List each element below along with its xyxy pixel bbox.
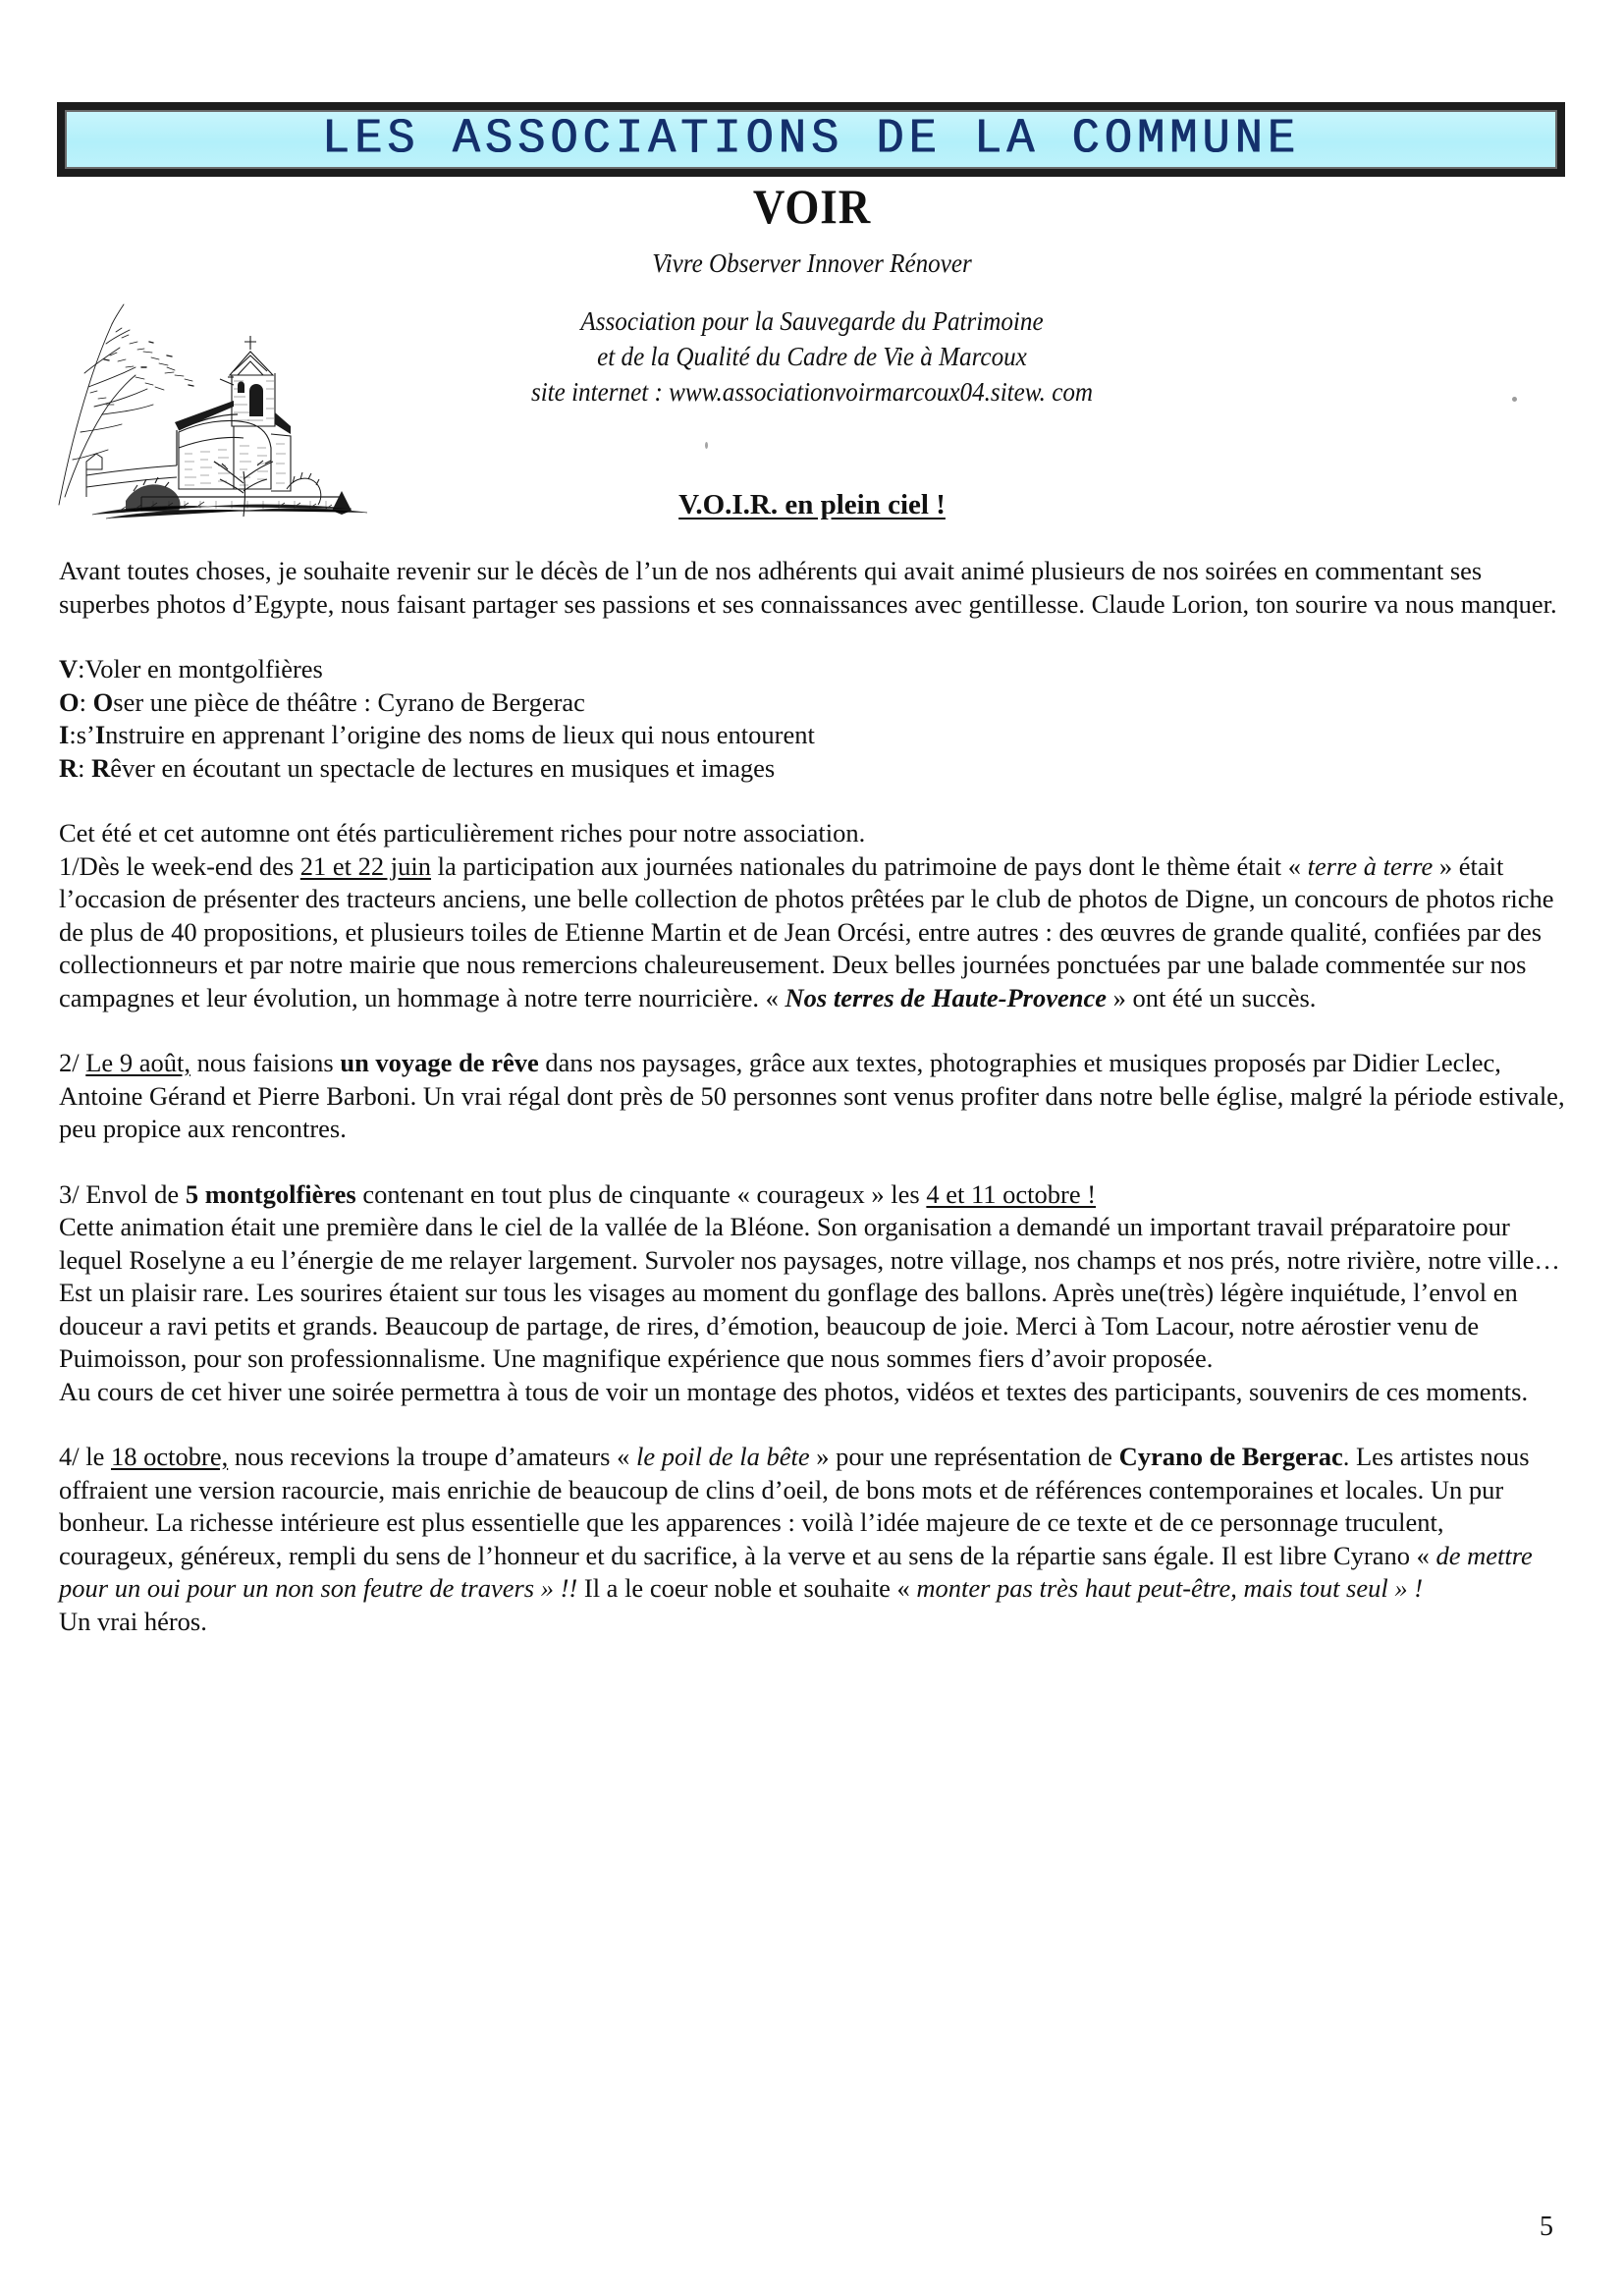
acrostic-letter-i: I — [59, 720, 70, 749]
acrostic-sep-i: :s’ — [69, 720, 95, 749]
item1-prefix: 1/Dès le week-end des — [59, 850, 300, 881]
acrostic-letter-o: O — [59, 686, 80, 717]
section-heading-text: V.O.I.R. en plein ciel ! — [678, 489, 946, 520]
item1-part-a: la participation aux journées nationales du patrimoine de pays dont le thème était « — [431, 850, 1308, 881]
association-title: VOIR — [752, 179, 872, 234]
acrostic-bold-r: R — [91, 752, 111, 783]
item1-exhibition-title: Nos terres de Haute-Provence — [785, 982, 1108, 1012]
acrostic-rest-i: nstruire en apprenant l’origine des noms de lieux qui nous entourent — [105, 720, 815, 749]
item4-quote-1: de mettre pour un oui pour un non son feutre de travers » !! — [59, 1540, 1533, 1603]
paragraph-item-3-closing: Au cours de cet hiver une soirée permettra à tous de voir un montage des photos, vidéos et textes des participants, souvenirs de ces moments. — [59, 1376, 1529, 1406]
article-body — [59, 555, 1565, 1638]
association-description — [57, 304, 1567, 410]
item4-part-d: Il a le coeur noble et souhaite « — [577, 1573, 917, 1603]
association-website-line: site internet : www.associationvoirmarcoux04.sitew. com — [530, 376, 1094, 407]
acrostic-bold-i: I — [94, 720, 106, 749]
acrostic-letter-v: V — [59, 654, 79, 683]
acrostic-text-v: :Voler en montgolfières — [78, 654, 323, 683]
association-description-line-1: Association pour la Sauvegarde du Patrimoine — [580, 306, 1044, 336]
item4-date: 18 octobre, — [111, 1442, 229, 1471]
acrostic-rest-o: ser une pièce de théâtre : Cyrano de Bergerac — [113, 686, 585, 717]
item2-prefix: 2/ — [59, 1048, 86, 1077]
acrostic-rest-r: êver en écoutant un spectacle de lectures en musiques et images — [110, 752, 776, 783]
item4-troupe-name: le poil de la bête — [636, 1442, 810, 1471]
paragraph-item-4-closing: Un vrai héros. — [59, 1606, 207, 1636]
acrostic-letter-r: R — [59, 752, 79, 783]
acrostic-line-o — [59, 686, 1565, 720]
paragraph-item-4 — [59, 1441, 1565, 1606]
item3-balloon-count: 5 montgolfières — [185, 1178, 356, 1209]
acrostic-line-r — [59, 752, 1565, 786]
acrostic-line-i — [59, 719, 1565, 752]
section-heading — [0, 489, 1624, 521]
page-banner-inner — [65, 110, 1557, 169]
item4-quote-2: monter pas très haut peut-être, mais tout seul » ! — [916, 1573, 1424, 1603]
item1-part-b: » était l’occasion de présenter des tracteurs anciens, une belle collection de photos prêtées par le club de photos de Digne, un concours de photos riche de plus de 40 propositions, et plusieurs toiles de Etienne Martin et de Jean Orcési, entre autres : des œuvres de grande qualité, confiées par des collectionneurs et par notre mairie que nous remercions chaleureusement. Deux belles journées ponctuées par une balade commentée sur nos campagnes et leur évolution, un hommage à notre terre nourricière. « — [59, 850, 1554, 1012]
paragraph-item-2 — [59, 1047, 1565, 1146]
item2-bold-phrase: un voyage de rêve — [340, 1048, 539, 1077]
acrostic-line-v — [59, 653, 1565, 686]
page-banner — [57, 102, 1565, 177]
item2-date: Le 9 août, — [85, 1048, 190, 1077]
page-number: 5 — [1540, 2212, 1553, 2242]
paragraph-item-3-headline — [59, 1178, 1565, 1212]
item3-date: 4 et 11 octobre ! — [926, 1178, 1097, 1209]
item4-prefix: 4/ le — [59, 1442, 111, 1471]
item1-part-c: » ont été un succès. — [1107, 982, 1317, 1012]
item3-part-a: contenant en tout plus de cinquante « courageux » les — [355, 1178, 927, 1209]
association-motto: Vivre Observer Innover Rénover — [652, 248, 972, 278]
paragraph-intro: Avant toutes choses, je souhaite revenir sur le décès de l’un de nos adhérents qui avait animé plusieurs de nos soirées en commentant ses superbes photos d’Egypte, nous faisant partager ses passions et ses connaissances avec gentillesse. Claude Lorion, ton sourire va nous manquer. — [59, 556, 1557, 619]
paragraph-item-1 — [59, 850, 1565, 1015]
acrostic-sep-r: : — [78, 752, 92, 783]
item2-part-b: dans nos paysages, grâce aux textes, photographies et musiques proposés par Didier Leclec, Antoine Gérand et Pierre Barboni. Un vrai régal dont près de 50 personnes sont venus profiter dans notre belle église, malgré la période estivale, peu propice aux rencontres. — [59, 1048, 1565, 1143]
acrostic-bold-o: O — [92, 686, 114, 717]
item4-part-a: nous recevions la troupe d’amateurs « — [228, 1442, 636, 1471]
page-banner-title: LES ASSOCIATIONS DE LA COMMUNE — [321, 111, 1301, 168]
item1-theme: terre à terre — [1307, 850, 1434, 881]
acrostic-sep-o: : — [79, 686, 93, 717]
item4-play-title: Cyrano de Bergerac — [1118, 1442, 1343, 1471]
paragraph-lead-in: Cet été et cet automne ont étés particulièrement riches pour notre association. — [59, 818, 866, 847]
scan-speck-1 — [1512, 397, 1517, 402]
item4-part-c: . Les artistes nous offraient une version racourcie, mais enrichie de beaucoup de clins d’oeil, de bons mots et de références contemporaines et locales. Un pur bonheur. La richesse intérieure est plus essentielle que les apparences : voilà l’idée majeure de ce texte et de ce personnage truculent, courageux, généreux, rempli du sens de l’honneur et du sacrifice, à la verve et au sens de la répartie sans égale. Il est libre Cyrano « — [59, 1442, 1530, 1570]
paragraph-item-3-body: Cette animation était une première dans le ciel de la vallée de la Bléone. Son organisation a demandé un important travail préparatoire pour lequel Roselyne a eu l’énergie de me relayer largement. Survoler nos paysages, notre village, nos champs et nos prés, notre rivière, notre ville… Est un plaisir rare. Les sourires étaient sur tous les visages au moment du gonflage des ballons. Après une(très) légère inquiétude, l’envol en douceur a ravi petits et grands. Beaucoup de partage, de rires, d’émotion, beaucoup de joie. Merci à Tom Lacour, notre aérostier venu de Puimoisson, pour son professionnalisme. Une magnifique expérience que nous sommes fiers d’avoir proposée. — [59, 1212, 1560, 1373]
scan-speck-2 — [705, 442, 708, 449]
item1-date: 21 et 22 juin — [299, 850, 432, 881]
item2-part-a: nous faisions — [189, 1048, 341, 1077]
association-description-line-2: et de la Qualité du Cadre de Vie à Marcoux — [597, 341, 1027, 371]
item3-prefix: 3/ Envol de — [59, 1178, 186, 1209]
item4-part-b: » pour une représentation de — [809, 1442, 1119, 1471]
